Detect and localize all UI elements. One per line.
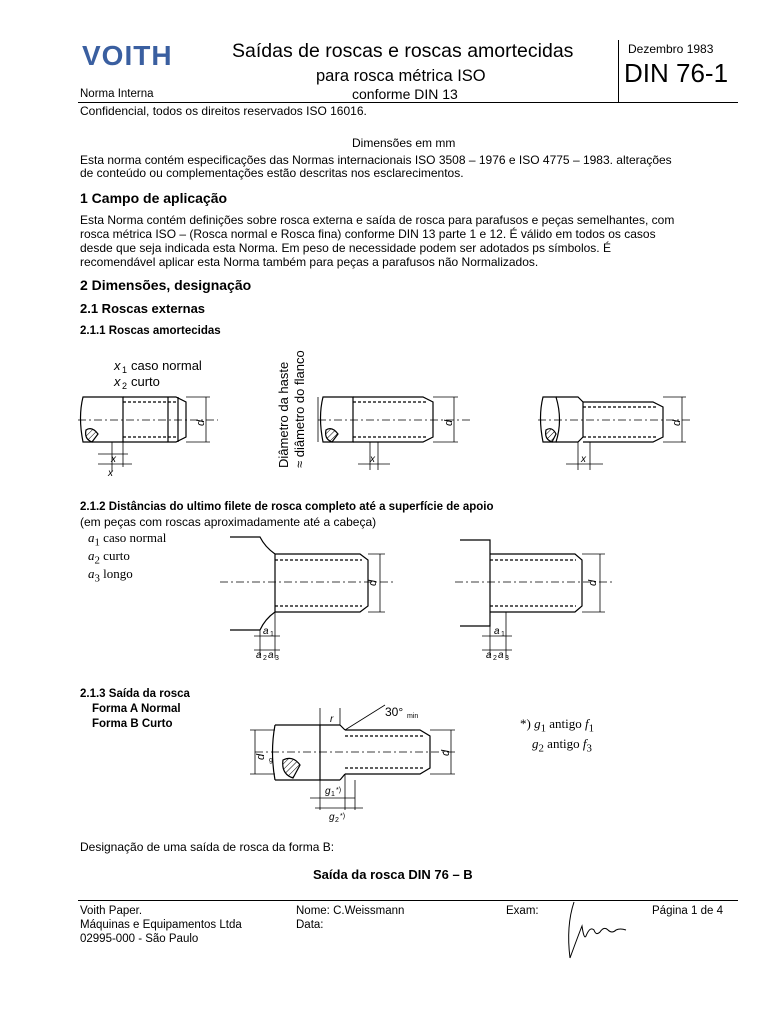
footer-company-3: 02995-000 - São Paulo xyxy=(80,933,199,945)
forma-a-label: Forma A Normal xyxy=(92,703,181,715)
d-label-1: d xyxy=(195,419,207,426)
a1-dim-2: a xyxy=(494,626,500,637)
d-label-6: d xyxy=(440,749,452,756)
a2-dim-1-sub: 2 xyxy=(263,655,267,662)
a3-dim-2: a xyxy=(498,650,504,661)
x1-dim-2: x xyxy=(370,454,375,465)
a2-dim-2-sub: 2 xyxy=(493,655,497,662)
section-2-1-1-heading: 2.1.1 Roscas amortecidas xyxy=(80,325,221,337)
shank-diameter-label: Diâmetro da haste xyxy=(276,361,291,468)
x1-dim-1: x xyxy=(111,454,116,465)
section-2-1-3-heading: 2.1.3 Saída da rosca xyxy=(80,688,190,700)
standard-number: DIN 76-1 xyxy=(624,58,729,88)
section-2-1-heading: 2.1 Roscas externas xyxy=(80,301,206,316)
d-label-5: d xyxy=(587,579,599,586)
d-label-2: d xyxy=(443,419,455,426)
g1-dim: g xyxy=(325,786,331,797)
signature-image xyxy=(556,896,636,966)
x1-caption: caso normal xyxy=(131,358,202,373)
x1-dim-3: x xyxy=(581,454,586,465)
x1-symbol: x xyxy=(114,358,121,373)
pitch-diameter-label: ≈ diâmetro do flanco xyxy=(292,350,307,468)
footer-company-2: Máquinas e Equipamentos Ltda xyxy=(80,919,242,931)
x2-sub: 2 xyxy=(122,381,128,391)
footnote-g1: *) $g_1$ antigo $f_1$ xyxy=(520,716,595,735)
g1-dim-note: *) xyxy=(336,787,342,794)
document-date: Dezembro 1983 xyxy=(628,42,714,56)
a2-legend: $a_2$ curto xyxy=(88,548,130,567)
g2-dim: g xyxy=(329,812,335,823)
g2-dim-sub: 2 xyxy=(335,817,339,824)
a23-dim-2: a xyxy=(486,650,492,661)
x2-caption: curto xyxy=(131,374,160,389)
section-1-line-2: rosca métrica ISO – (Rosca normal e Rosca fina) conforme DIN 13 parte 1 e 12. É válido em todos os casos xyxy=(80,227,656,241)
angle-min-label: min xyxy=(407,713,419,720)
x2-symbol: x xyxy=(114,374,121,389)
document-title: Saídas de roscas e roscas amortecidas xyxy=(232,40,574,62)
document-type: Norma Interna xyxy=(80,88,154,100)
header-divider xyxy=(618,40,619,102)
section-1-heading: 1 Campo de aplicação xyxy=(80,190,228,206)
x2-dim-1: x xyxy=(108,468,113,479)
section-2-1-2-note: (em peças com roscas aproximadamente até a cabeça) xyxy=(80,515,377,529)
a1-dim-1-sub: 1 xyxy=(270,631,274,638)
section-1-line-3: desde que seja indicada esta Norma. Em peso de necessidade podem ser adotados ps símbolos. É xyxy=(80,241,611,255)
footer-company-1: Voith Paper. xyxy=(80,905,143,917)
figure-thread-undercut xyxy=(245,700,465,825)
figure-thread-runout xyxy=(78,342,698,484)
document-subtitle-2: conforme DIN 13 xyxy=(352,86,458,102)
g2-dim-note: *) xyxy=(340,813,346,820)
footer-date-label: Data: xyxy=(296,919,324,931)
forma-b-label: Forma B Curto xyxy=(92,718,173,730)
g1-dim-sub: 1 xyxy=(331,791,335,798)
document-subtitle: para rosca métrica ISO xyxy=(316,67,486,85)
footer-exam-label: Exam: xyxy=(506,905,539,917)
dg-label: d xyxy=(255,753,267,760)
section-2-heading: 2 Dimensões, designação xyxy=(80,277,252,293)
footer-rule xyxy=(78,900,738,901)
radius-label: r xyxy=(330,714,334,725)
a23-dim-1: a xyxy=(256,650,262,661)
footer-page-number: Página 1 de 4 xyxy=(652,905,723,917)
designation-example: Saída da rosca DIN 76 – B xyxy=(313,867,473,882)
footnote-g2: $g_2$ antigo $f_3$ xyxy=(532,736,592,755)
angle-label: 30° xyxy=(385,705,404,719)
units-note: Dimensões em mm xyxy=(352,136,456,150)
a3-dim-1: a xyxy=(268,650,274,661)
a1-dim-2-sub: 1 xyxy=(501,631,505,638)
footer-name: Nome: C.Weissmann xyxy=(296,905,405,917)
dg-sub: g xyxy=(269,757,273,764)
a3-dim-1-sub: 3 xyxy=(275,655,279,662)
a1-legend: $a_1$ caso normal xyxy=(88,530,167,549)
figure-bearing-distance xyxy=(220,532,620,662)
confidential-note: Confidencial, todos os direitos reservados ISO 16016. xyxy=(80,104,367,118)
designation-intro: Designação de uma saída de rosca da forma B: xyxy=(80,840,335,854)
intro-line-2: de conteúdo ou complementações estão descritas nos esclarecimentos. xyxy=(80,166,464,180)
a1-dim-1: a xyxy=(263,626,269,637)
header-rule xyxy=(78,102,738,103)
x1-sub: 1 xyxy=(122,365,128,375)
intro-line-1: Esta norma contém especificações das Normas internacionais ISO 3508 – 1976 e ISO 4775 – 1983. alterações xyxy=(80,153,672,167)
section-1-line-1: Esta Norma contém definições sobre rosca externa e saída de rosca para parafusos e peças semelhantes, com xyxy=(80,213,675,227)
section-2-1-2-heading: 2.1.2 Distâncias do ultimo filete de rosca completo até a superfície de apoio xyxy=(80,501,494,513)
section-1-line-4: recomendável aplicar esta Norma também para peças a parafusos não Normalizados. xyxy=(80,255,539,269)
d-label-3: d xyxy=(671,419,683,426)
d-label-4: d xyxy=(367,579,379,586)
company-logo: VOITH xyxy=(82,40,173,71)
a3-dim-2-sub: 3 xyxy=(505,655,509,662)
a3-legend: $a_3$ longo xyxy=(88,566,133,585)
